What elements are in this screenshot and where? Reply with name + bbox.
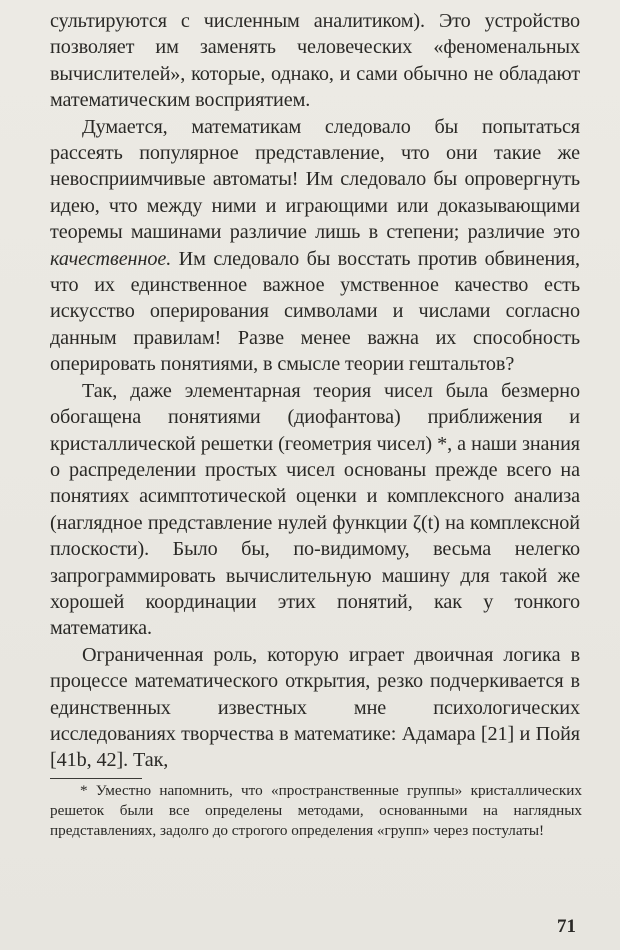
paragraph-2-text-end: Им следовало бы восстать против обвинения, что их единственное важное умственное качество есть искусство оперирования символами и числами согласно данным правилам! Разве менее важна их способность оперировать понятиями, в смысле теории гештальтов?: [50, 247, 580, 376]
footnote-divider: [50, 778, 142, 779]
paragraph-1: сультируются с численным аналитиком). Это устройство позволяет им заменять человеческих «феноменальных вычислителей», которые, однако, и сами обычно не обладают математическим восприятием.: [50, 10, 580, 112]
footnote-text: * Уместно напомнить, что «пространственные группы» кристаллических решеток были все определены методами, основанными на наглядных представлениях, задолго до строгого определения «групп» через постулаты!: [50, 782, 582, 839]
paragraph-2: [50, 114, 580, 378]
footnote: [50, 781, 582, 841]
paragraph-4: Ограниченная роль, которую играет двоичная логика в процессе математического открытия, резко подчеркивается в единственных известных мне психологических исследованиях творчества в математике: Адамара [21] и Пойя [41b, 42]. Так,: [50, 643, 580, 772]
body-text: [50, 8, 580, 774]
paragraph-2-text-start: Думается, математикам следовало бы попытаться рассеять популярное представление, что они такие же невосприимчивые автоматы! Им следовало бы опровергнуть идею, что между ними и играющими или доказывающими теоремы машинами различие лишь в степени; различие это: [50, 115, 580, 244]
paragraph-2-emphasis: качественное.: [50, 247, 172, 270]
paragraph-3: Так, даже элементарная теория чисел была безмерно обогащена понятиями (диофантова) приближения и кристаллической решетки (геометрия чисел) *, а наши знания о распределении простых чисел основаны прежде всего на понятиях асимптотической оценки и комплексного анализа (наглядное представление нулей функции ζ(t) на комплексной плоскости). Было бы, по-видимому, весьма нелегко запрограммировать вычислительную машину для такой же хорошей координации этих понятий, как у тонкого математика.: [50, 379, 580, 640]
page-number: 71: [557, 916, 576, 937]
